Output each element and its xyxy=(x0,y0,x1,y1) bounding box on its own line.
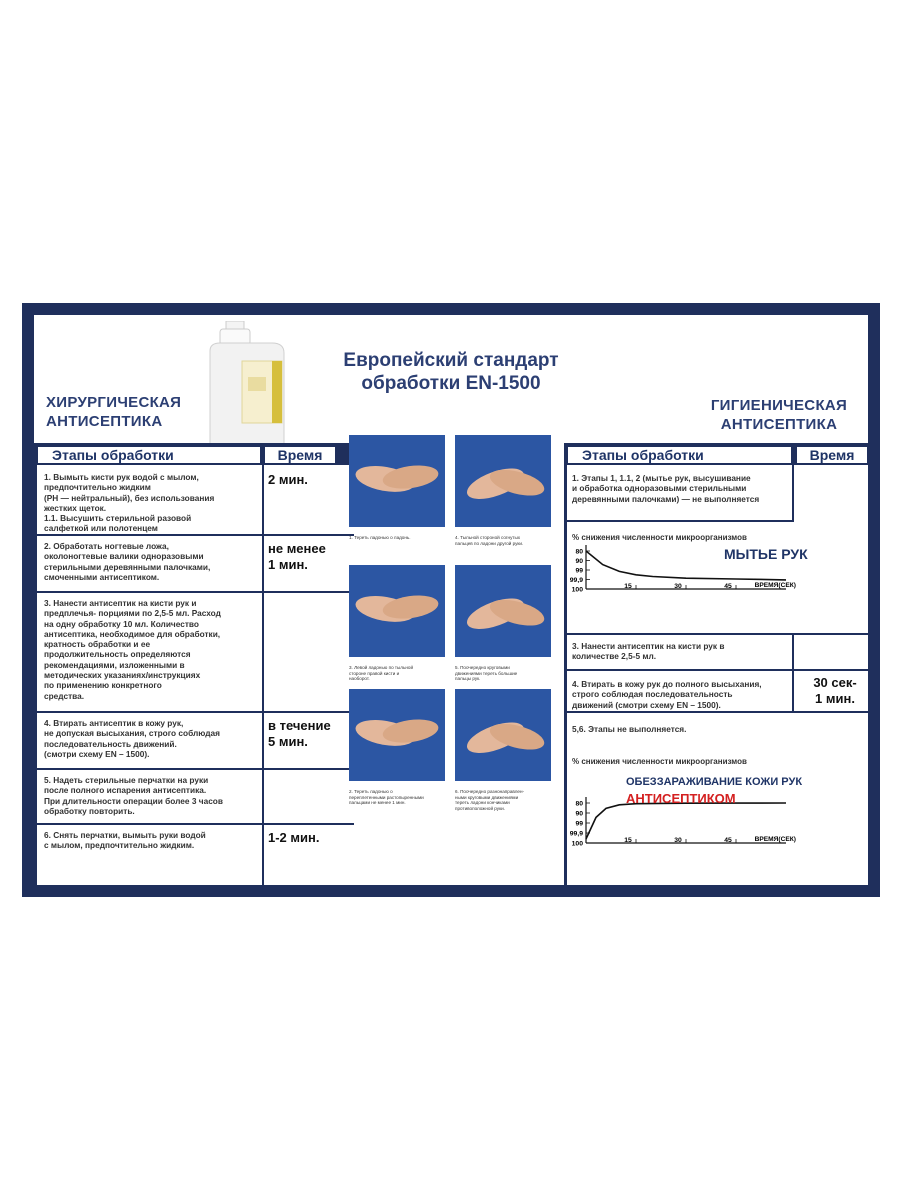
caption-line: переплетенными растопыренными xyxy=(349,794,424,800)
hand-photo-caption-3 xyxy=(349,665,449,682)
hygienic-title-line-2: АНТИСЕПТИКА xyxy=(720,416,838,433)
hygienic-col-steps xyxy=(567,446,792,464)
caption-line: противоположной руки. xyxy=(455,805,505,811)
hand-photos xyxy=(349,435,559,811)
surgical-step-line: (PH — нейтральный), без использования xyxy=(44,492,215,503)
chart-1-ylabel: % снижения численности микроорганизмов xyxy=(572,533,747,542)
caption-line: ными круговыми движениями xyxy=(455,794,519,800)
surgical-left-edge xyxy=(34,465,37,885)
poster-title xyxy=(34,349,868,395)
surgical-step-line: после полного испарения антисептика. xyxy=(44,785,207,796)
surgical-step-line: обработку повторить. xyxy=(44,805,135,816)
surgical-time-line: в течение xyxy=(268,718,331,733)
surgical-col-time-label: Время xyxy=(277,447,323,463)
hygienic-title-line-1: ГИГИЕНИЧЕСКАЯ xyxy=(710,397,848,414)
hygienic-col-time-label: Время xyxy=(809,447,855,463)
hygienic-row-5-6: 5,6. Этапы не выполняется. xyxy=(572,724,687,734)
surgical-time-line: 1-2 мин. xyxy=(268,830,320,845)
surgical-step-line: 2. Обработать ногтевые ложа, xyxy=(44,541,169,551)
surgical-step-line: продолжительность определяются xyxy=(44,649,191,660)
chart-y-tick-label: 99 xyxy=(575,820,583,828)
caption-line: движениями тереть большие xyxy=(455,670,518,676)
hygienic-rule-2 xyxy=(564,633,868,635)
hygienic-row-4-line: 4. Втирать в кожу рук до полного высыхания, xyxy=(572,679,762,689)
surgical-step-line: 1. Вымыть кисти рук водой с мылом, xyxy=(44,472,199,482)
chart-x-tick-label: 15 xyxy=(624,583,632,590)
hygienic-col-divider-1 xyxy=(792,465,794,520)
hygienic-rule-4 xyxy=(564,711,868,713)
hand-photo-caption-1 xyxy=(349,535,449,541)
title-line-1: Европейский стандарт xyxy=(343,350,559,371)
caption-line: наоборот. xyxy=(349,676,370,682)
surgical-step-line: салфеткой или полотенцем xyxy=(44,523,158,534)
hygienic-row-4-line: движений (смотри схему EN – 1500). xyxy=(572,699,721,710)
hygienic-row-4-time-line: 30 сек- xyxy=(813,675,857,690)
hand-photo-caption-5 xyxy=(349,789,449,806)
hygienic-row-1 xyxy=(572,473,792,504)
surgical-step-2 xyxy=(44,541,260,582)
hygienic-row-3-line: количестве 2,5-5 мл. xyxy=(572,651,657,662)
surgical-step-line: рекомендациями, изложенными в xyxy=(44,659,185,670)
chart-2-title-line-1: ОБЕЗЗАРАЖИВАНИЕ КОЖИ РУК xyxy=(626,776,803,788)
surgical-step-time-2 xyxy=(268,541,344,573)
hand-photo-caption-4 xyxy=(455,665,555,682)
surgical-step-5 xyxy=(44,775,260,816)
surgical-step-3 xyxy=(44,598,260,701)
chart-x-tick-label: 30 xyxy=(674,837,682,844)
chart-y-tick-label: 80 xyxy=(575,548,583,556)
surgical-step-line: жестких щеток. xyxy=(44,502,107,513)
chart-2-ylabel: % снижения численности микроорганизмов xyxy=(572,757,747,766)
surgical-step-line: предпочтительно жидким xyxy=(44,482,151,493)
hygienic-row-4-time xyxy=(802,675,868,707)
caption-line: 5. Поочередно круговыми xyxy=(455,665,510,670)
surgical-step-line: предплечья- порциями по 2,5-5 мл. Расход xyxy=(44,608,221,619)
chart-y-tick-label: 100 xyxy=(571,586,583,594)
surgical-step-time-4 xyxy=(268,718,344,750)
hand-photo-5 xyxy=(349,689,445,781)
surgical-title-line-1: ХИРУРГИЧЕСКАЯ xyxy=(46,394,182,411)
surgical-step-4 xyxy=(44,718,260,759)
caption-line: 4. Тыльной стороной согнутых xyxy=(455,535,521,540)
hygienic-rule-3 xyxy=(564,669,868,671)
surgical-step-line: антисептика, необходимое для обработки, xyxy=(44,628,221,639)
chart-x-tick-label: 45 xyxy=(724,837,732,844)
surgical-step-line: на одну обработку 10 мл. Количество xyxy=(44,618,199,629)
surgical-step-line: кратность обработки и ее xyxy=(44,639,151,650)
chart-y-tick-label: 99,9 xyxy=(569,830,583,838)
surgical-step-line: методических указаниях/инструкциях xyxy=(44,670,201,681)
surgical-step-line: 4. Втирать антисептик в кожу рук, xyxy=(44,718,184,728)
surgical-row-rule xyxy=(34,591,354,593)
poster-frame xyxy=(22,303,880,897)
surgical-col-divider xyxy=(262,465,264,885)
hygienic-row-4 xyxy=(572,679,792,710)
hygienic-title xyxy=(694,396,864,434)
surgical-step-line: не допуская высыхания, строго соблюдая xyxy=(44,728,220,739)
hygienic-row-4-time-line: 1 мин. xyxy=(815,691,855,706)
surgical-step-line: смоченными антисептиком. xyxy=(44,571,160,582)
surgical-step-line: стерильными деревянными палочками, xyxy=(44,561,211,572)
hygienic-table xyxy=(564,443,868,885)
surgical-row-rule xyxy=(34,534,354,536)
caption-line: 2. Тереть ладонью о xyxy=(349,789,393,794)
title-line-2: обработки EN-1500 xyxy=(361,373,541,394)
caption-line: пальцев по ладони другой руки. xyxy=(455,540,524,546)
chart-skin-disinfection xyxy=(564,765,868,883)
hygienic-rule-1 xyxy=(564,520,794,522)
chart-y-tick-label: 90 xyxy=(575,558,583,565)
caption-line: 3. Левой ладонью по тыльной xyxy=(349,665,414,670)
chart-y-tick-label: 90 xyxy=(575,810,583,818)
hygienic-col-time xyxy=(796,446,868,464)
surgical-col-steps xyxy=(37,446,261,464)
surgical-row-rule xyxy=(34,768,354,770)
surgical-step-line: 5. Надеть стерильные перчатки на руки xyxy=(44,775,209,785)
caption-line: тереть ладони кончиками xyxy=(455,800,510,806)
chart-x-tick-label: 15 xyxy=(624,837,632,844)
hand-photo-4 xyxy=(455,565,551,657)
hygienic-row-4-line: строго соблюдая последовательность xyxy=(572,689,733,700)
surgical-time-line: 2 мин. xyxy=(268,472,308,487)
surgical-step-line: последовательность движений. xyxy=(44,738,177,749)
surgical-row-rule xyxy=(34,711,354,713)
chart-2-title-line-2: АНТИСЕПТИКОМ xyxy=(626,791,736,806)
chart-y-tick-label: 80 xyxy=(575,800,583,808)
surgical-step-line: околоногтевые валики одноразовыми xyxy=(44,551,204,562)
caption-line: 6. Поочередно разнонаправлен- xyxy=(455,789,525,794)
surgical-table xyxy=(34,443,354,885)
caption-line: пальцами не менее 1 мин. xyxy=(349,800,406,806)
hygienic-row-1-line: 1. Этапы 1, 1.1, 2 (мытье рук, высушивание xyxy=(572,473,751,483)
surgical-col-time xyxy=(264,446,336,464)
hygienic-row-1-line: и обработка одноразовыми стерильными xyxy=(572,483,747,494)
hygienic-row-3-line: 3. Нанести антисептик на кисти рук в xyxy=(572,641,725,651)
surgical-col-steps-label: Этапы обработки xyxy=(52,447,174,463)
chart-x-tick-label: 45 xyxy=(724,583,732,590)
hygienic-row-1-line: деревянными палочками) — не выполняется xyxy=(572,493,760,504)
hand-photo-6 xyxy=(455,689,551,781)
chart-1-title: МЫТЬЕ РУК xyxy=(724,546,808,562)
chart-x-tick-label: 30 xyxy=(674,583,682,590)
surgical-step-line: 3. Нанести антисептик на кисти рук и xyxy=(44,598,197,608)
surgical-step-line: по применению конкретного xyxy=(44,680,162,691)
poster-content xyxy=(34,315,868,885)
surgical-step-line: (смотри схему EN – 1500). xyxy=(44,748,150,759)
surgical-step-1 xyxy=(44,472,260,534)
chart-x-label: ВРЕМЯ(СЕК) xyxy=(754,582,796,589)
hand-photo-2 xyxy=(455,435,551,527)
chart-y-tick-label: 99,9 xyxy=(569,577,583,584)
surgical-step-line: средства. xyxy=(44,690,85,701)
hand-photo-caption-2 xyxy=(455,535,555,546)
surgical-step-line: При длительности операции более 3 часов xyxy=(44,795,223,806)
surgical-step-time-6 xyxy=(268,830,344,846)
surgical-time-line: не менее xyxy=(268,541,326,556)
surgical-time-line: 5 мин. xyxy=(268,734,308,749)
caption-line: 1. Тереть ладонью о ладонь. xyxy=(349,535,411,540)
surgical-row-rule xyxy=(34,823,354,825)
surgical-step-6 xyxy=(44,830,260,851)
chart-x-label: ВРЕМЯ(СЕК) xyxy=(754,836,796,843)
chart-y-tick-label: 99 xyxy=(575,567,583,575)
surgical-title xyxy=(46,393,181,431)
hygienic-col-divider-2 xyxy=(792,633,794,711)
caption-line: пальцы рук. xyxy=(455,676,481,682)
hygienic-col-steps-label: Этапы обработки xyxy=(582,447,704,463)
caption-line: стороне правой кисти и xyxy=(349,670,400,676)
surgical-step-line: 6. Снять перчатки, вымыть руки водой xyxy=(44,830,206,840)
chart-washing-hands xyxy=(564,541,868,641)
hand-photo-3 xyxy=(349,565,445,657)
chart-series-line xyxy=(586,803,786,839)
surgical-step-line: 1.1. Высушить стерильной разовой xyxy=(44,513,192,524)
surgical-step-line: с мылом, предпочтительно жидким. xyxy=(44,840,195,851)
surgical-step-time-1 xyxy=(268,472,344,488)
chart-y-tick-label: 100 xyxy=(571,840,583,848)
surgical-title-line-2: АНТИСЕПТИКА xyxy=(46,413,163,430)
hand-photo-caption-6 xyxy=(455,789,555,811)
hygienic-row-3 xyxy=(572,641,792,662)
surgical-time-line: 1 мин. xyxy=(268,557,308,572)
hand-photo-1 xyxy=(349,435,445,527)
